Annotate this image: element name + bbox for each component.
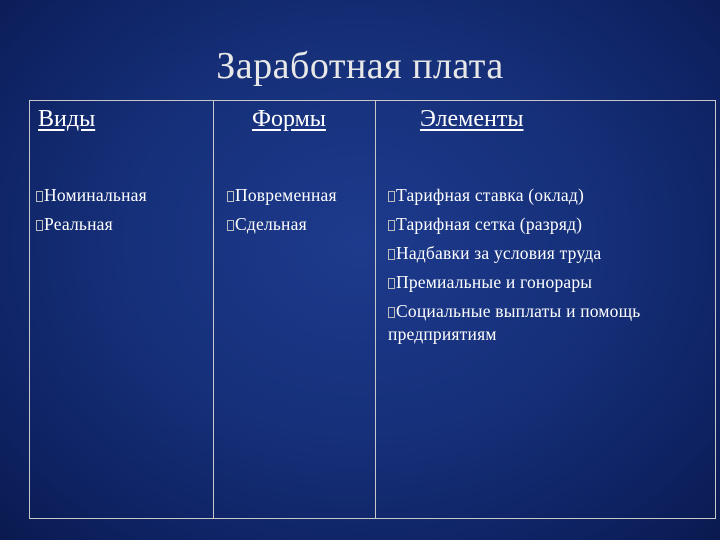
column-header-types: Виды [38, 106, 96, 132]
list-item [388, 268, 706, 297]
column-types [30, 101, 214, 518]
list-item [388, 181, 706, 210]
list-item [388, 239, 706, 268]
column-header-elements: Элементы [420, 106, 524, 132]
list-item [36, 181, 147, 210]
list-item [227, 210, 337, 239]
list-item-label: Реальная [44, 214, 113, 234]
list-item-label: Премиальные и гонорары [396, 272, 593, 292]
column-header-forms: Формы [252, 106, 326, 132]
slide-title: Заработная плата [216, 45, 504, 87]
content-table [29, 100, 716, 519]
column-forms [214, 101, 376, 518]
list-item [388, 210, 706, 239]
missing-glyph-box-icon [388, 220, 395, 231]
missing-glyph-box-icon [227, 191, 234, 202]
list-item-label: Тарифная ставка (оклад) [396, 185, 584, 205]
missing-glyph-box-icon [36, 220, 43, 231]
missing-glyph-box-icon [36, 191, 43, 202]
missing-glyph-box-icon [388, 191, 395, 202]
elements-list [388, 181, 706, 346]
list-item [388, 300, 706, 346]
list-item-label: Номинальная [44, 185, 147, 205]
column-elements [376, 101, 715, 518]
missing-glyph-box-icon [227, 220, 234, 231]
missing-glyph-box-icon [388, 307, 395, 318]
forms-list [227, 181, 337, 239]
list-item [36, 210, 147, 239]
types-list [36, 181, 147, 239]
list-item-label: Сдельная [235, 214, 307, 234]
list-item-label: Тарифная сетка (разряд) [396, 214, 583, 234]
list-item [227, 181, 337, 210]
missing-glyph-box-icon [388, 278, 395, 289]
missing-glyph-box-icon [388, 249, 395, 260]
list-item-label: Надбавки за условия труда [396, 243, 602, 263]
list-item-label: Социальные выплаты и помощь предприятиям [388, 301, 641, 344]
list-item-label: Повременная [235, 185, 337, 205]
